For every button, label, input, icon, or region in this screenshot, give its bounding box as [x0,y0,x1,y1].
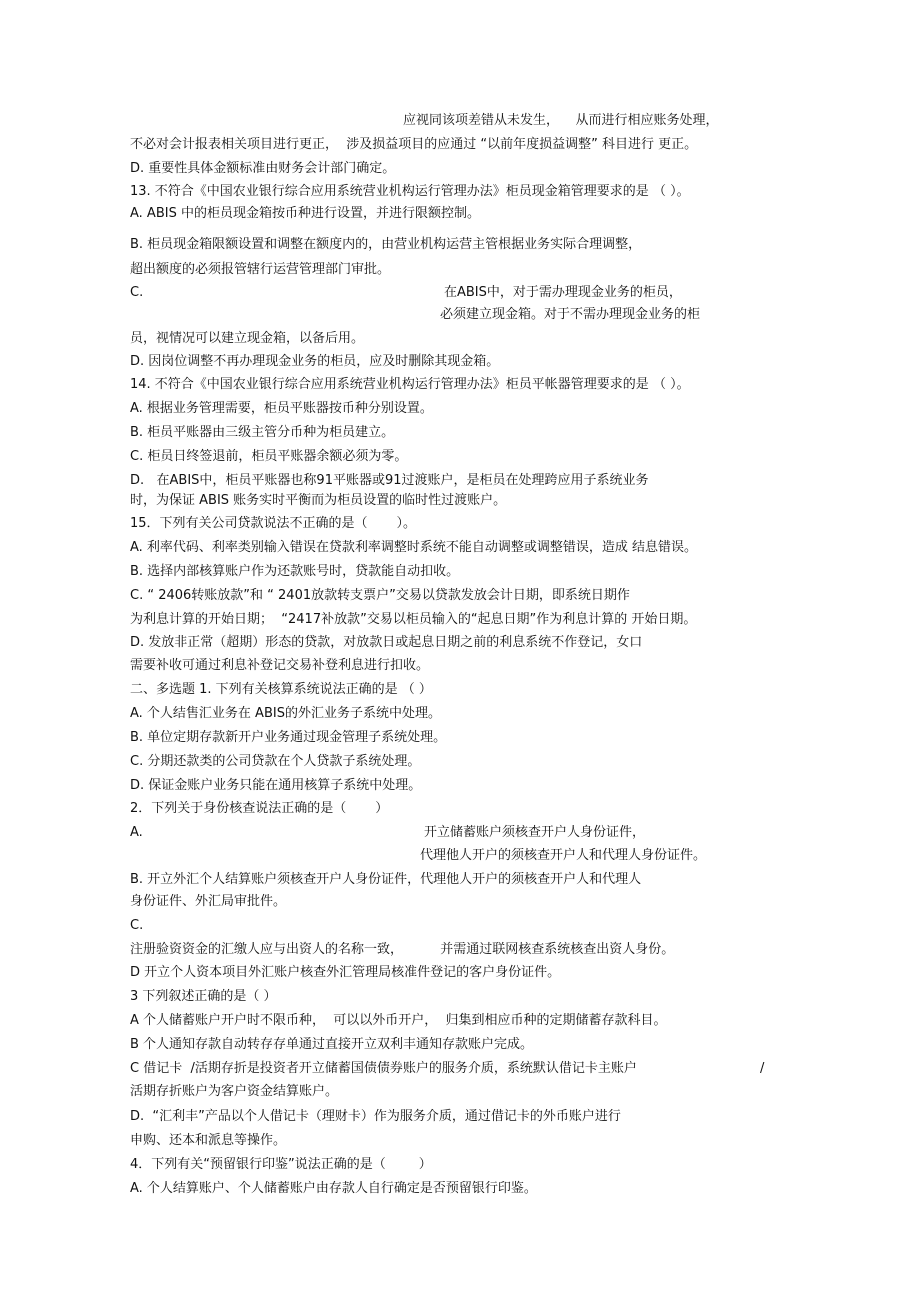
text-line: A. [130,825,143,840]
text-line: 时，为保证 ABIS 账务实时平衡而为柜员设置的临时性过渡账户。 [130,493,507,508]
text-line: 开立储蓄账户须核查开户人身份证件， [424,825,646,840]
text-line: B. 选择内部核算账户作为还款账号时，贷款能自动扣收。 [130,564,460,579]
text-line: C. [130,285,144,300]
text-line: 申购、还本和派息等操作。 [130,1133,287,1148]
text-line: 超出额度的必须报管辖行运营管理部门审批。 [130,262,391,277]
text-line: 在ABIS中，对于需办理现金业务的柜员， [444,285,682,300]
text-line: 4．下列有关“预留银行印鉴”说法正确的是（ ） [130,1157,432,1172]
text-line: B 个人通知存款自动转存存单通过直接开立双利丰通知存款账户完成。 [130,1037,534,1052]
text-line: 二、多选题 1. 下列有关核算系统说法正确的是 （ ） [130,682,432,697]
text-line: 必须建立现金箱。对于不需办理现金业务的柜 [440,307,701,322]
text-line: 2．下列关于身份核查说法正确的是（ ） [130,801,389,816]
text-line: C. 分期还款类的公司贷款在个人贷款子系统处理。 [130,754,421,769]
text-line: A. 个人结算账户、个人储蓄账户由存款人自行确定是否预留银行印鉴。 [130,1181,537,1196]
text-line: 为利息计算的开始日期； “2417补放款”交易以柜员输入的“起息日期”作为利息计算的 开始日期。 [130,612,697,627]
text-line: B. 柜员平账器由三级主管分币种为柜员建立。 [130,425,395,440]
text-line: D. 发放非正常（超期）形态的贷款，对放款日或起息日期之前的利息系统不作登记，女口 [130,635,643,650]
text-line: / [760,1061,765,1076]
text-line: D 开立个人资本项目外汇账户核查外汇管理局核准件登记的客户身份证件。 [130,965,561,980]
text-line: C 借记卡 /活期存折是投资者开立储蓄国债债券账户的服务介质，系统默认借记卡主账户 [130,1061,637,1076]
text-line: B. 柜员现金箱限额设置和调整在额度内的，由营业机构运营主管根据业务实际合理调整， [130,237,642,252]
text-line: 应视同该项差错从未发生， 从而进行相应账务处理， [403,113,719,128]
text-line: 15．下列有关公司贷款说法不正确的是（ ）。 [130,516,416,531]
text-line: 需要补收可通过利息补登记交易补登利息进行扣收。 [130,658,430,673]
text-line: A. 利率代码、利率类别输入错误在贷款利率调整时系统不能自动调整或调整错误，造成 结息错误。 [130,540,698,555]
text-line: C. 柜员日终签退前，柜员平账器余额必须为零。 [130,449,408,464]
text-line: C. “ 2406转账放款”和 “ 2401放款转支票户”交易以贷款发放会计日期，即系统日期作 [130,588,630,603]
text-line: D. 在ABIS中，柜员平账器也称91平账器或91过渡账户，是柜员在处理跨应用子系统业务 [130,473,649,488]
text-line: D. 重要性具体金额标准由财务会计部门确定。 [130,161,396,176]
text-line: B. 开立外汇个人结算账户须核查开户人身份证件，代理他人开户的须核查开户人和代理人 [130,872,642,887]
text-line: D. 保证金账户业务只能在通用核算子系统中处理。 [130,778,422,793]
text-line: 不必对会计报表相关项目进行更正， 涉及损益项目的应通过 “以前年度损益调整” 科目进行 更正。 [130,137,698,152]
text-line: A. ABIS 中的柜员现金箱按币种进行设置，并进行限额控制。 [130,206,480,221]
text-line: 活期存折账户为客户资金结算账户。 [130,1084,339,1099]
text-line: D. 因岗位调整不再办理现金业务的柜员，应及时删除其现金箱。 [130,354,500,369]
text-line: A. 根据业务管理需要，柜员平账器按币种分别设置。 [130,401,433,416]
text-line: A 个人储蓄账户开户时不限币种， 可以以外币开户， 归集到相应币种的定期储蓄存款科目。 [130,1013,667,1028]
text-line: A. 个人结售汇业务在 ABIS的外汇业务子系统中处理。 [130,706,441,721]
text-line: 13. 不符合《中国农业银行综合应用系统营业机构运行管理办法》柜员现金箱管理要求的是 （ ）。 [130,184,690,199]
text-line: D. “汇利丰”产品以个人借记卡（理财卡）作为服务介质，通过借记卡的外币账户进行 [130,1109,621,1124]
text-line: 3 下列叙述正确的是（ ） [130,989,277,1004]
text-line: 14. 不符合《中国农业银行综合应用系统营业机构运行管理办法》柜员平帐器管理要求的是 （ ）。 [130,377,690,392]
text-line: 注册验资资金的汇缴人应与出资人的名称一致， 并需通过联网核查系统核查出资人身份。 [130,942,675,957]
text-line: C. [130,918,144,933]
text-line: 代理他人开户的须核查开户人和代理人身份证件。 [420,848,707,863]
text-line: 身份证件、外汇局审批件。 [130,894,287,909]
text-line: 员，视情况可以建立现金箱，以备后用。 [130,331,365,346]
text-line: B. 单位定期存款新开户业务通过现金管理子系统处理。 [130,730,447,745]
